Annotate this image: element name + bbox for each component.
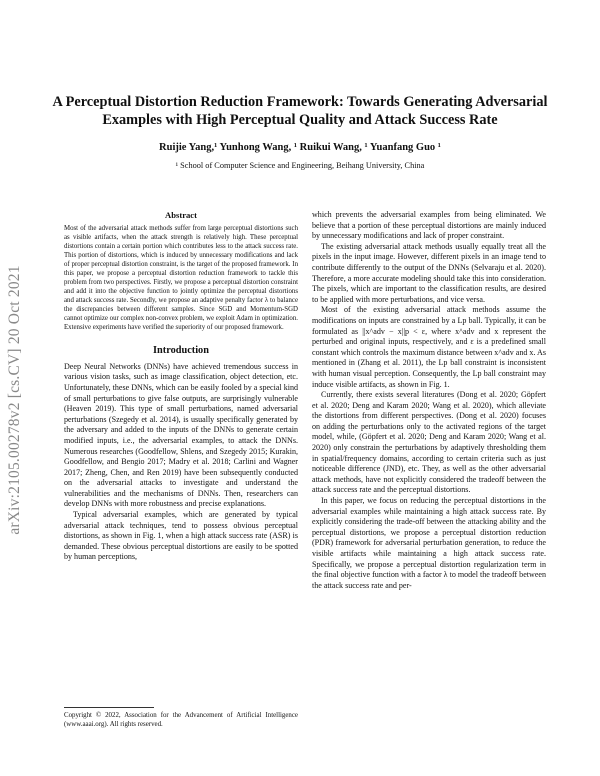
arxiv-id: arXiv:2105.00278v2 [cs.CV] 20 Oct 2021 xyxy=(6,265,23,535)
title-line-1: A Perceptual Distortion Reduction Framework: Towards Generating Adversarial xyxy=(52,94,548,110)
abstract-heading: Abstract xyxy=(165,210,197,220)
affiliation: ¹ School of Computer Science and Engineering, Beihang University, China xyxy=(175,161,425,170)
intro-paragraph-2: Typical adversarial examples, which are generated by typical adversarial attack techniques, tend to possess obvious perceptual distortions, as shown in Fig. 1, when a high attack success rate (ASR) is demanded. These obvious perceptual distortions are easily to be spotted by human perceptions, xyxy=(64,510,298,562)
abstract-text: Most of the adversarial attack methods suffer from large perceptual distortions such as visible artifacts, when the attack strength is relatively high. These perceptual distortions contain a certain portion which contributes less to the attack success rate. This portion of distortions, which is induced by unnecessary modifications and lack of proper perceptual distortion constraint, is the target of the proposed framework. In this paper, we propose a perceptual distortion reduction framework to tackle this problem from two perspectives. Firstly, we propose a perceptual distortion constraint and add it into the objective function to jointly optimize the perceptual distortions and attack success rate. Secondly, we propose an adaptive penalty factor λ to balance the discrepancies between different samples. Since SGD and Momentum-SGD cannot optimize our complex non-convex problem, we exploit Adam in optimization. Extensive experiments have verified the superiority of our proposed framework. xyxy=(64,224,298,332)
right-paragraph-5: In this paper, we focus on reducing the perceptual distortions in the adversarial examples while maintaining a high attack success rate. By explicitly considering the trade-off between the attacking ability and the perceptual distortions, we propose a perceptual distortion reduction (PDR) framework for adversarial perturbation generation, to reduce the visible artifacts while maintaining a high attack success rate. Specifically, we propose a perceptual distortion regularization term in the final objective function with a factor λ to model the tradeoff between the attack success rate and per- xyxy=(312,496,546,590)
author-list: Ruijie Yang,¹ Yunhong Wang, ¹ Ruikui Wang, ¹ Yuanfang Guo ¹ xyxy=(159,142,441,153)
intro-paragraph-1: Deep Neural Networks (DNNs) have achieved tremendous success in various vision tasks, such as image classification, object detection, etc. Unfortunately, these DNNs, which can be easily fooled by a special kind of small perturbations to give false outputs, are surprisingly vulnerable (Heaven 2019). This type of small perturbations, named adversarial perturbations (Szegedy et al. 2014), is usually specifically generated by the adversary and added to the inputs of the DNNs to generate certain modified inputs, i.e., the adversarial examples, to attack the DNNs. Numerous researches (Goodfellow, Shlens, and Szegedy 2015; Kurakin, Goodfellow, and Bengio 2017; Madry et al. 2018; Carlini and Wagner 2017; Zheng, Chen, and Ren 2019) have been subsequently conducted on the adversarial attacks to investigate and understand the vulnerabilities and the mechanisms of DNNs. Then, researchers can develop DNNs with more robustness and precise explanations. xyxy=(64,361,298,509)
copyright-notice: Copyright © 2022, Association for the Advancement of Artificial Intelligence (www.aaai.org). All rights reserved. xyxy=(64,712,298,728)
right-paragraph-3: Most of the existing adversarial attack methods assume the modifications on inputs are constrained by a Lp ball. Typically, it can be formulated as ||x^adv − x||p < ε, where x^adv and x represent the perturbed and original inputs, respectively, and ε is a predefined small constant which controls the maximum distance between x^adv and x. As mentioned in (Zhang et al. 2011), the Lp ball constraint is inconsistent with human visual perception. Consequently, the Lp ball constraint may induce visible artifacts, as shown in Fig. 1. xyxy=(312,305,546,389)
right-paragraph-2: The existing adversarial attack methods usually equally treat all the pixels in the input image. However, different pixels in an image tend to contribute differently to the output of the DNNs (Selvaraju et al. 2020). Therefore, a more accurate modeling should take this into consideration. The pixels, which are important to the classification results, are desired to be applied with more perturbations, and vice versa. xyxy=(312,241,546,304)
right-paragraph-4: Currently, there exists several literatures (Dong et al. 2020; Göpfert et al. 2020; Deng and Karam 2020; Wang et al. 2020), which alleviate the distortions from different perspectives. (Dong et al. 2020) focuses on adding the perturbations only to the activated regions of the target model, while, (Göpfert et al. 2020; Deng and Karam 2020; Wang et al. 2020) only constrain the perturbations by adaptively thresholding them in spatial/frequency domains, according to certain criteria such as just noticeable difference (JND), etc. They, as well as the other adversarial attack methods, have not explicitly considered the tradeoff between the attack success rate and the perceptual distortions. xyxy=(312,390,546,495)
arxiv-identifier-sidebar xyxy=(0,210,30,590)
title-line-2: Examples with High Perceptual Quality and Attack Success Rate xyxy=(102,112,498,128)
right-column xyxy=(312,210,546,591)
footnote-rule xyxy=(64,707,154,708)
paper-title xyxy=(40,93,560,129)
right-paragraph-1: which prevents the adversarial examples from being eliminated. We believe that a portion of these perceptual distortions are mainly induced by unnecessary modifications and lack of proper constraint. xyxy=(312,210,546,241)
left-column xyxy=(64,210,298,563)
introduction-heading: Introduction xyxy=(153,345,209,357)
